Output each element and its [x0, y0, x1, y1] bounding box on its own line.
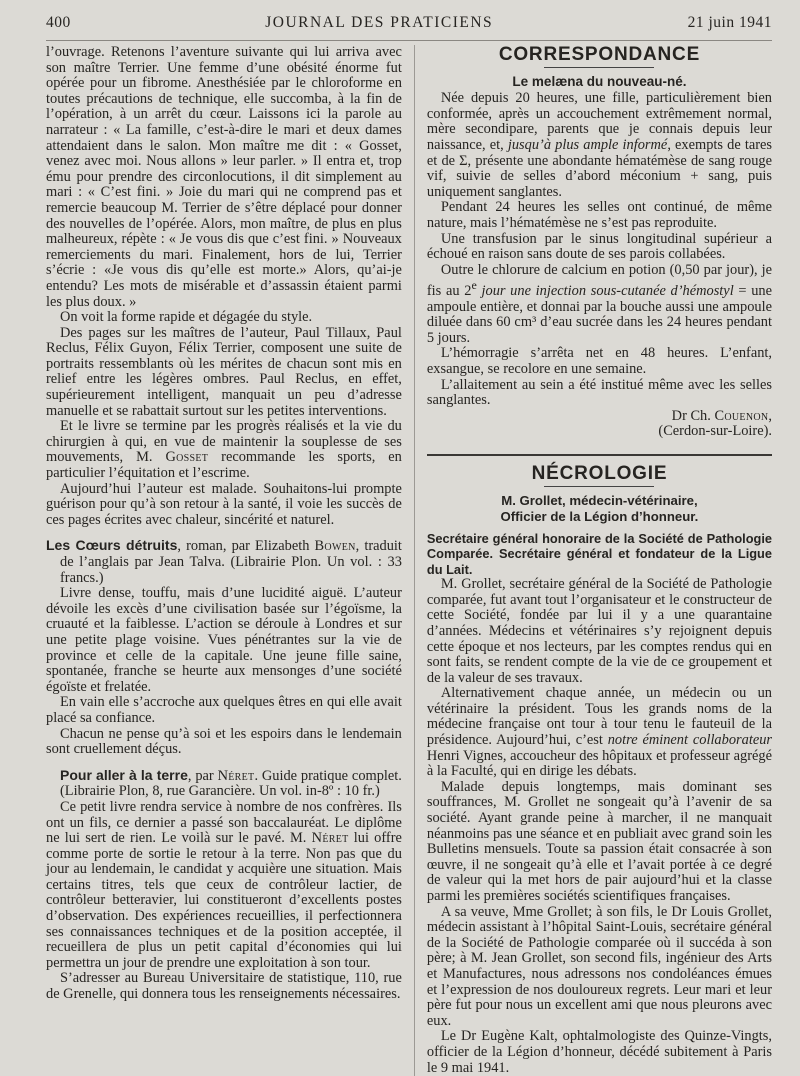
emphasis: jusqu’à plus ample informé: [507, 136, 668, 153]
signature-place: (Cerdon-sur-Loire).: [658, 423, 772, 440]
review-paragraph: En vain elle s’accroche aux quelques êtres en qui elle avait placé sa confiance.: [46, 694, 402, 726]
obituary-paragraph: Le Dr Eugène Kalt, ophtalmologiste des Quinze-Vingts, officier de la Légion d’honneur, décédé subitement à Paris le 9 mai 1941.: [426, 1028, 772, 1076]
emphasis: jour une injection sous-cutanée d’hémostyl: [476, 283, 734, 300]
text-run: lui offre comme porte de sortie le retour à la terre. Non pas que du jour au lendemain, le candidat y acquière une situation. Mais certains titres, tels que ceux de contrôleur lactier, de contrôleur betteravier, lui constitueront d’excellents postes d’observation. Des expériences recueillies, il perfectionnera ses connaissances techniques et de la position acceptée, il recueillera de plus un petit capital d’économies qui lui permettra un jour de prendre une exploitation à son tour.: [46, 830, 402, 971]
text-run: Et le livre se termine par les progrès réalisés et la vie du chirurgien à qui, en vue de maintenir la souplesse de ses mouvements, M.: [46, 418, 402, 466]
obituary-honour: Officier de la Légion d’honneur.: [500, 508, 699, 524]
text-run: Ce petit livre rendra service à nombre de nos confrères. Ils ont un fils, ce dernier a passé son baccalauréat. Le diplôme ne lui sert de rien. Le voilà sur le pavé. M.: [46, 798, 402, 847]
heading-rule: [544, 486, 654, 487]
correspondance-subtitle: Le melæna du nouveau-né.: [512, 73, 687, 89]
obituary-titles: Secrétaire général honoraire de la Société de Pathologie Comparée. Secrétaire général et fondateur de la Ligue du Lait.: [426, 530, 772, 577]
book-entry: [46, 768, 402, 1003]
text-run: Dr Ch.: [671, 407, 711, 424]
letter-paragraph: [427, 91, 772, 200]
author-name: Néret: [311, 830, 349, 847]
obituary-paragraph: A sa veuve, Mme Grollet; à son fils, le Dr Louis Grollet, médecin assistant à l’hôpital Saint-Louis, secrétaire général de la Société de Pathologie comparée où il succéda à son père; à M. Jean Grollet, son second fils, ingénieur des Arts et Manufactures, nous adressons nos condoléances émues et l’expression de nos douloureux regrets. Leur mari et leur père fut pour nous un excellent ami que nous pleurons avec eux.: [426, 903, 772, 1029]
correspondance-heading: CORRESPONDANCE: [498, 44, 701, 65]
book-heading: [46, 768, 402, 800]
section-divider: [427, 454, 772, 456]
book-title: Les Cœurs détruits: [46, 537, 178, 554]
necrologie-heading: NÉCROLOGIE: [531, 463, 668, 485]
page-header: [46, 14, 772, 41]
obituary-paragraph: [427, 686, 772, 780]
obituary-paragraph: Malade depuis longtemps, mais dominant ses souffrances, M. Grollet ne songeait qu’à l’avenir de sa société. Ayant grande peine à marcher, il ne manquait néanmoins pas une séance et en publiait avec grand soin les Bulletins mensuels. Toute sa passion était consacrée à son œuvre, il ne songeait qu’à elle et l’avait portée à ce degré de valeur qui la met hors de pair aujourd’hui et la classe parmi les premières sociétés scientifiques françaises.: [426, 778, 772, 905]
author-name: Couenon: [714, 407, 769, 424]
text-run: = une ampoule entière, et donnai par la bouche aussi une ampoule diluée dans 60 cm³ d’eau sucrée dans les 24 heures pendant 5 jours.: [426, 283, 772, 346]
issue-date: 21 juin 1941: [687, 14, 772, 31]
text-run: Alternativement chaque année, un médecin ou un vétérinaire la président. Tous les grands noms de la médecine française ont tour à tour tenu le fauteuil de la présidence. Aujourd’hui, c’est: [426, 685, 772, 749]
review-paragraph: Chacun ne pense qu’à soi et les espoirs dans le lendemain sont cruellement déçus.: [46, 725, 402, 758]
signature-name: Dr Ch. Couenon,: [671, 407, 772, 424]
book-heading: [46, 538, 402, 586]
review-paragraph: l’ouvrage. Retenons l’aventure suivante qui lui arriva avec son maître Terrier. Une femme d’une obésité énorme fut opérée pour un fibrome. Anesthésiée par le chloroforme en toutes précautions de technique, elle succomba, à la fin de l’opération, à un arrêt du cœur. Laissons ici la parole au narrateur : « La famille, c’est-à-dire le mari et deux dames attendaient dans le salon. Mon maître me dit : « Gosset, venez avec moi. Nous allons » leur parler. » Il entra et, trop ému pour prendre des circonlocutions, il dit simplement au mari : « C’est fini. » Joie du mari qui ne comprend pas et remercie beaucoup M. Terrier de s’être déplacé pour donner des nouvelles de l’opérée. Alors, mon maître, de plus en plus malheureux, répète : « Je vous dis que c’est fini. » Nouveaux remerciements du mari. Finalement, hors de lui, Terrier s’écrie : «Je vous dis qu’elle est morte.» Alors, qu’ai-je entendu? Les mots de misérable et d’assassin étaient parmi les plus doux. »: [46, 44, 402, 310]
text-run: Henri Vignes, accoucheur des hôpitaux et professeur agrégé à la Faculté, qui en dirige les débats.: [426, 747, 772, 780]
text-columns: [46, 45, 772, 1076]
letter-paragraph: L’allaitement au sein a été institué même avec les selles sanglantes.: [426, 376, 772, 409]
letter-paragraph: Pendant 24 heures les selles ont continué, de même nature, mais l’hématémèse ne s’est pas reproduite.: [426, 199, 772, 231]
book-title: Pour aller à la terre: [60, 766, 188, 783]
letter-signature: [427, 409, 772, 440]
obituary-paragraph: M. Grollet, secrétaire général de la Société de Pathologie comparée, fut avant tout l’organisateur et le constructeur de cette Société, fondée par lui il y a une quarantaine d’années. Médecins et vétérinaires s’y rejoignent depuis cette époque et nos lecteurs, par les comptes rendus qui en sont faits, se rendent compte de la vie de ce groupement et de la valeur de ses travaux.: [426, 576, 772, 686]
text-run: recommande les sports, en particulier l’équitation et l’escrime.: [46, 449, 402, 482]
text-run: , traduit de l’anglais par Jean Talva. (Librairie Plon. Un vol. : 33 francs.): [60, 538, 402, 586]
text-run: , exempts de tares et de Σ, présente une abondante hématémèse de sang rouge vif, suivie de selles d’abord méconium + sang, puis uniquement sanglantes.: [426, 136, 772, 200]
emphasis: notre éminent collaborateur: [607, 732, 772, 749]
review-paragraph: Livre dense, touffu, mais d’une lucidité aiguë. L’auteur dévoile les excès d’une civilisation basée sur l’égoïsme, la cruauté et la faiblesse. L’action se déroule à Londres et sur une petite plage voisine. Vues pénétrantes sur la vie de province et celle de la capitale. Une jeune fille saine, spontanée, franche se heurte aux mensonges d’une société égoïste et frelatée.: [46, 585, 402, 695]
superscript: e: [471, 278, 477, 293]
review-paragraph: Des pages sur les maîtres de l’auteur, Paul Tillaux, Paul Reclus, Félix Guyon, Félix Terrier, composent une suite de portraits ressemblants où les mérites de chacun sont mis en relief entre les légères ombres. Paul Reclus, en effet, supérieurement intelligent, manquait un peu d’adresse manuelle et se rabattait surtout sur les petites interventions.: [46, 324, 402, 419]
heading-rule: [544, 67, 654, 68]
journal-title: JOURNAL DES PRATICIENS: [265, 14, 494, 31]
review-paragraph: Aujourd’hui l’auteur est malade. Souhaitons-lui prompte guérison pour qu’à son retour à la santé, il voie les succès de ces pages écrites avec chaleur, sincérité et naturel.: [46, 480, 402, 528]
book-entry: [46, 538, 402, 757]
obituary-subject: [427, 493, 772, 525]
letter-paragraph: [427, 263, 772, 347]
review-paragraph: On voit la forme rapide et dégagée du style.: [60, 309, 313, 326]
letter-paragraph: L’hémorragie s’arrêta net en 48 heures. L’enfant, exsangue, se recolore en une semaine.: [426, 345, 772, 378]
review-paragraph: [46, 419, 402, 481]
review-paragraph: S’adresser au Bureau Universitaire de statistique, 110, rue de Grenelle, qui donnera tous les renseignements nécessaires.: [46, 970, 402, 1003]
right-column: [415, 45, 772, 1076]
text-run: Outre le chlorure de calcium en potion (0,50 par jour), je fis au 2: [426, 261, 772, 300]
review-paragraph: [46, 800, 402, 972]
page-number: 400: [46, 14, 71, 31]
text-run: , roman, par Elizabeth: [177, 538, 310, 555]
author-name: Néret: [217, 767, 255, 784]
letter-paragraph: Une transfusion par le sinus longitudinal supérieur a échoué en raison sans doute de ses parois collabées.: [426, 230, 772, 263]
text-run: , par: [187, 767, 214, 784]
left-column: [46, 45, 415, 1076]
text-run: Née depuis 20 heures, une fille, particulièrement bien conformée, après un accouchement extrêmement normal, mère secondipare, parents que je connais depuis leur naissance, et,: [426, 90, 772, 153]
author-name: Gosset: [165, 449, 209, 466]
obituary-name: M. Grollet, médecin-vétérinaire,: [501, 492, 698, 508]
text-run: . Guide pratique complet. (Librairie Plon, 8, rue Garancière. Un vol. in-8º : 10 fr.): [60, 767, 402, 800]
author-name: Bowen: [314, 538, 356, 555]
